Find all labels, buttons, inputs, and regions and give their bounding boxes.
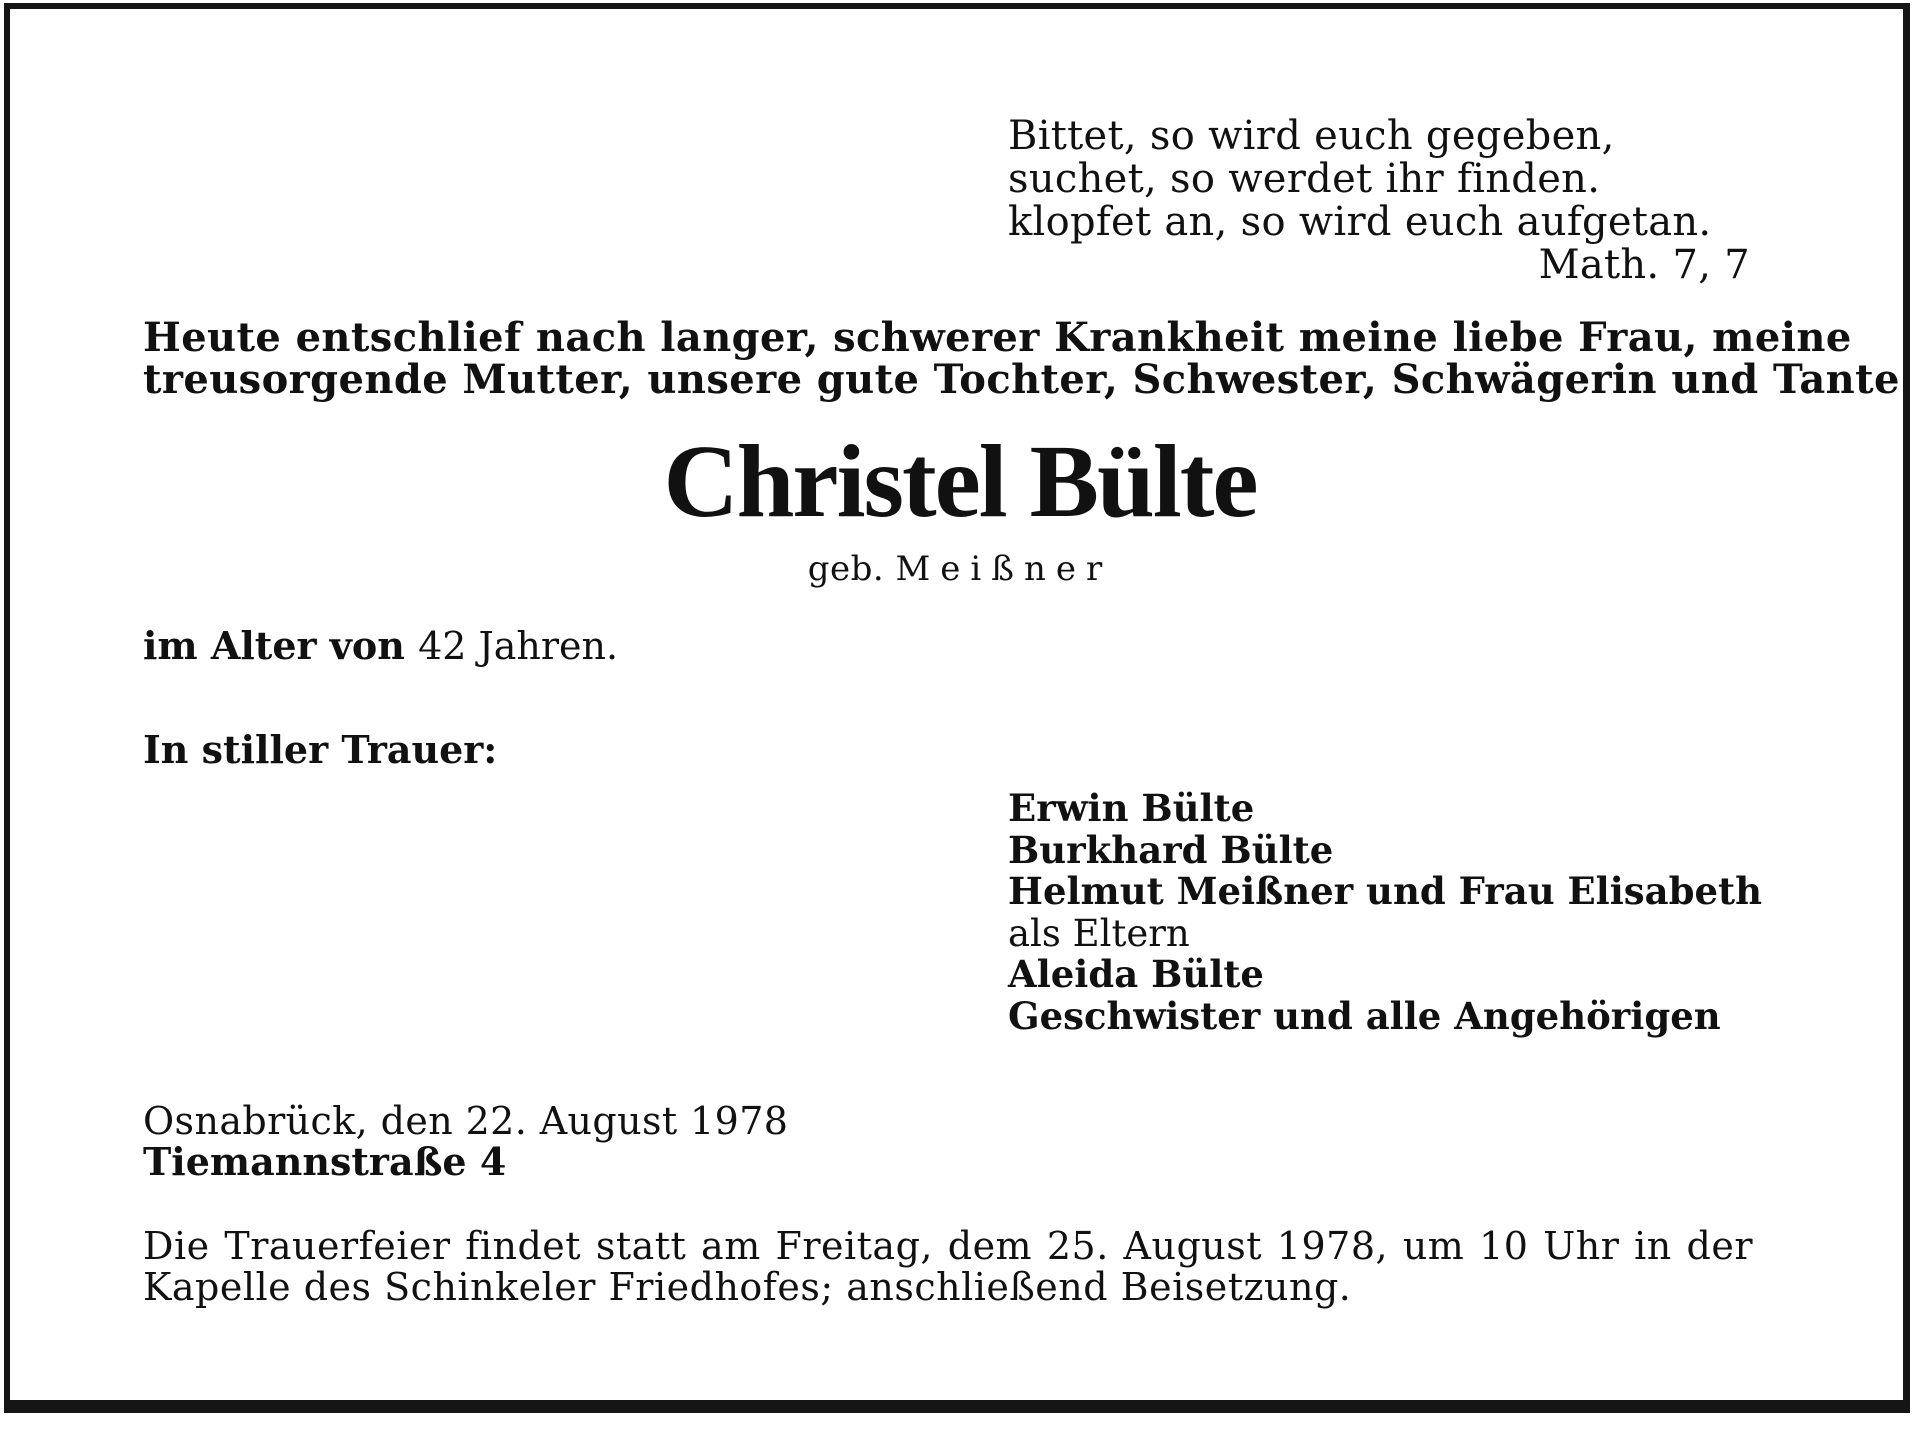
address: Tiemannstraße 4 <box>143 1139 507 1184</box>
announcement-line: Heute entschlief nach langer, schwerer Krankheit meine liebe Frau, meine <box>143 314 1852 361</box>
mourner-name: Erwin Bülte <box>1008 786 1255 830</box>
place-date: Osnabrück, den 22. August 1978 <box>143 1099 789 1143</box>
mourner-name: Helmut Meißner und Frau Elisabeth <box>1008 869 1763 913</box>
maiden-name-value: Meißner <box>895 549 1113 589</box>
motto-line: Bittet, so wird euch gegeben, <box>1008 113 1615 159</box>
mourner-name: Aleida Bülte <box>1008 952 1264 996</box>
mourning-heading: In stiller Trauer: <box>143 727 498 772</box>
maiden-name <box>0 549 1920 589</box>
mourner-name: Burkhard Bülte <box>1008 828 1334 872</box>
parents-note: als Eltern <box>1008 912 1190 955</box>
motto-source: Math. 7, 7 <box>1538 242 1750 288</box>
announcement-line: treusorgende Mutter, unsere gute Tochter, Schwester, Schwägerin und Tante <box>143 356 1900 403</box>
age-value: 42 Jahren. <box>418 624 619 668</box>
motto-line: suchet, so werdet ihr finden. <box>1008 156 1601 202</box>
maiden-prefix: geb. <box>807 549 885 589</box>
age-statement <box>143 623 619 668</box>
motto-line: klopfet an, so wird euch aufgetan. <box>1008 199 1712 245</box>
funeral-info-line: Kapelle des Schinkeler Friedhofes; anschließend Beisetzung. <box>143 1265 1352 1309</box>
funeral-info-line: Die Trauerfeier findet statt am Freitag, dem 25. August 1978, um 10 Uhr in der <box>143 1224 1753 1268</box>
mourner-name: Geschwister und alle Angehörigen <box>1008 994 1721 1038</box>
deceased-name: Christel Bülte <box>663 424 1257 539</box>
age-prefix: im Alter von <box>143 623 405 668</box>
